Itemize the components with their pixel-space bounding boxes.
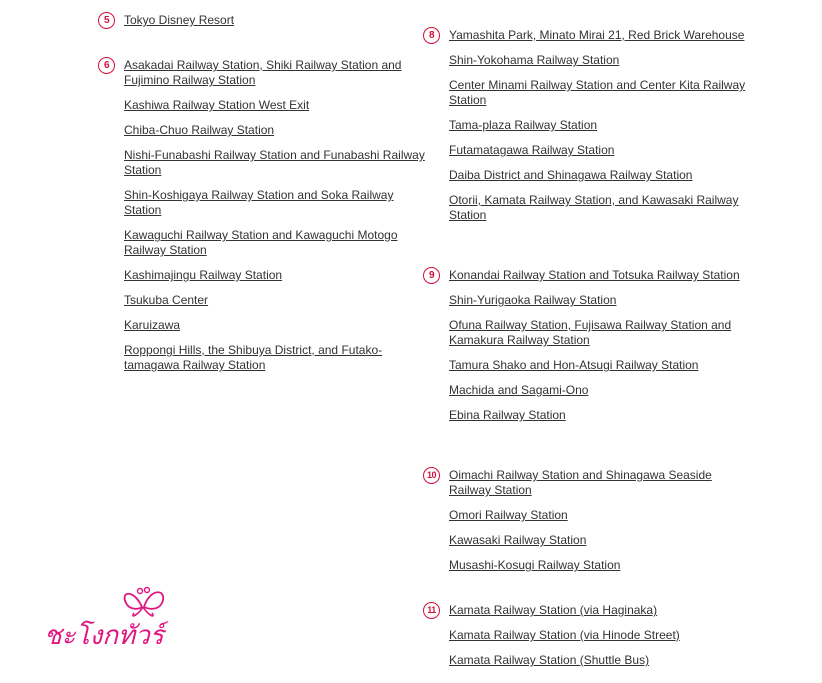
group-number-badge: 5 [98,12,115,29]
station-link[interactable]: Tamura Shako and Hon-Atsugi Railway Station [449,358,699,372]
station-link[interactable]: Ofuna Railway Station, Fujisawa Railway Station and Kamakura Railway Station [449,318,732,347]
watermark-logo [44,585,174,655]
station-link[interactable]: Tokyo Disney Resort [124,13,235,27]
station-link[interactable]: Oimachi Railway Station and Shinagawa Seaside Railway Station [449,468,712,497]
station-link[interactable]: Shin-Yokohama Railway Station [449,53,620,67]
station-link[interactable]: Chiba-Chuo Railway Station [124,123,275,137]
station-group-8 [423,28,749,233]
station-link[interactable]: Kashiwa Railway Station West Exit [124,98,310,112]
station-link[interactable]: Otorii, Kamata Railway Station, and Kawasaki Railway Station [449,193,739,222]
station-link[interactable]: Yamashita Park, Minato Mirai 21, Red Brick Warehouse [449,28,745,42]
station-link[interactable]: Kawaguchi Railway Station and Kawaguchi Motogo Railway Station [124,228,398,257]
station-link[interactable]: Tsukuba Center [124,293,209,307]
station-link[interactable]: Musashi-Kosugi Railway Station [449,558,621,572]
station-link[interactable]: Kashimajingu Railway Station [124,268,283,282]
station-group-9 [423,268,749,433]
station-link[interactable]: Kamata Railway Station (Shuttle Bus) [449,653,650,667]
group-number-badge: 10 [423,467,440,484]
station-link[interactable]: Shin-Koshigaya Railway Station and Soka Railway Station [124,188,394,217]
station-link[interactable]: Kamata Railway Station (via Haginaka) [449,603,658,617]
station-link[interactable]: Center Minami Railway Station and Center Kita Railway Station [449,78,746,107]
group-number-badge: 6 [98,57,115,74]
station-group-11 [423,603,749,678]
station-link[interactable]: Ebina Railway Station [449,408,566,422]
station-link[interactable]: Asakadai Railway Station, Shiki Railway Station and Fujimino Railway Station [124,58,402,87]
station-link[interactable]: Karuizawa [124,318,181,332]
station-group-10 [423,468,749,583]
station-link[interactable]: Konandai Railway Station and Totsuka Railway Station [449,268,740,282]
station-link[interactable]: Daiba District and Shinagawa Railway Station [449,168,693,182]
group-number-badge: 8 [423,27,440,44]
station-link[interactable]: Tama-plaza Railway Station [449,118,598,132]
station-group-6 [98,58,434,383]
station-link[interactable]: Futamatagawa Railway Station [449,143,615,157]
station-link[interactable]: Omori Railway Station [449,508,568,522]
station-link[interactable]: Kawasaki Railway Station [449,533,587,547]
station-link[interactable]: Kamata Railway Station (via Hinode Street) [449,628,680,642]
station-link[interactable]: Roppongi Hills, the Shibuya District, and Futako-tamagawa Railway Station [124,343,383,372]
station-link[interactable]: Machida and Sagami-Ono [449,383,589,397]
station-group-5 [98,13,434,38]
group-number-badge: 11 [423,602,440,619]
station-link[interactable]: Shin-Yurigaoka Railway Station [449,293,617,307]
logo-text: ชะโงกทัวร์ [44,621,164,651]
station-link[interactable]: Nishi-Funabashi Railway Station and Funabashi Railway Station [124,148,425,177]
group-number-badge: 9 [423,267,440,284]
